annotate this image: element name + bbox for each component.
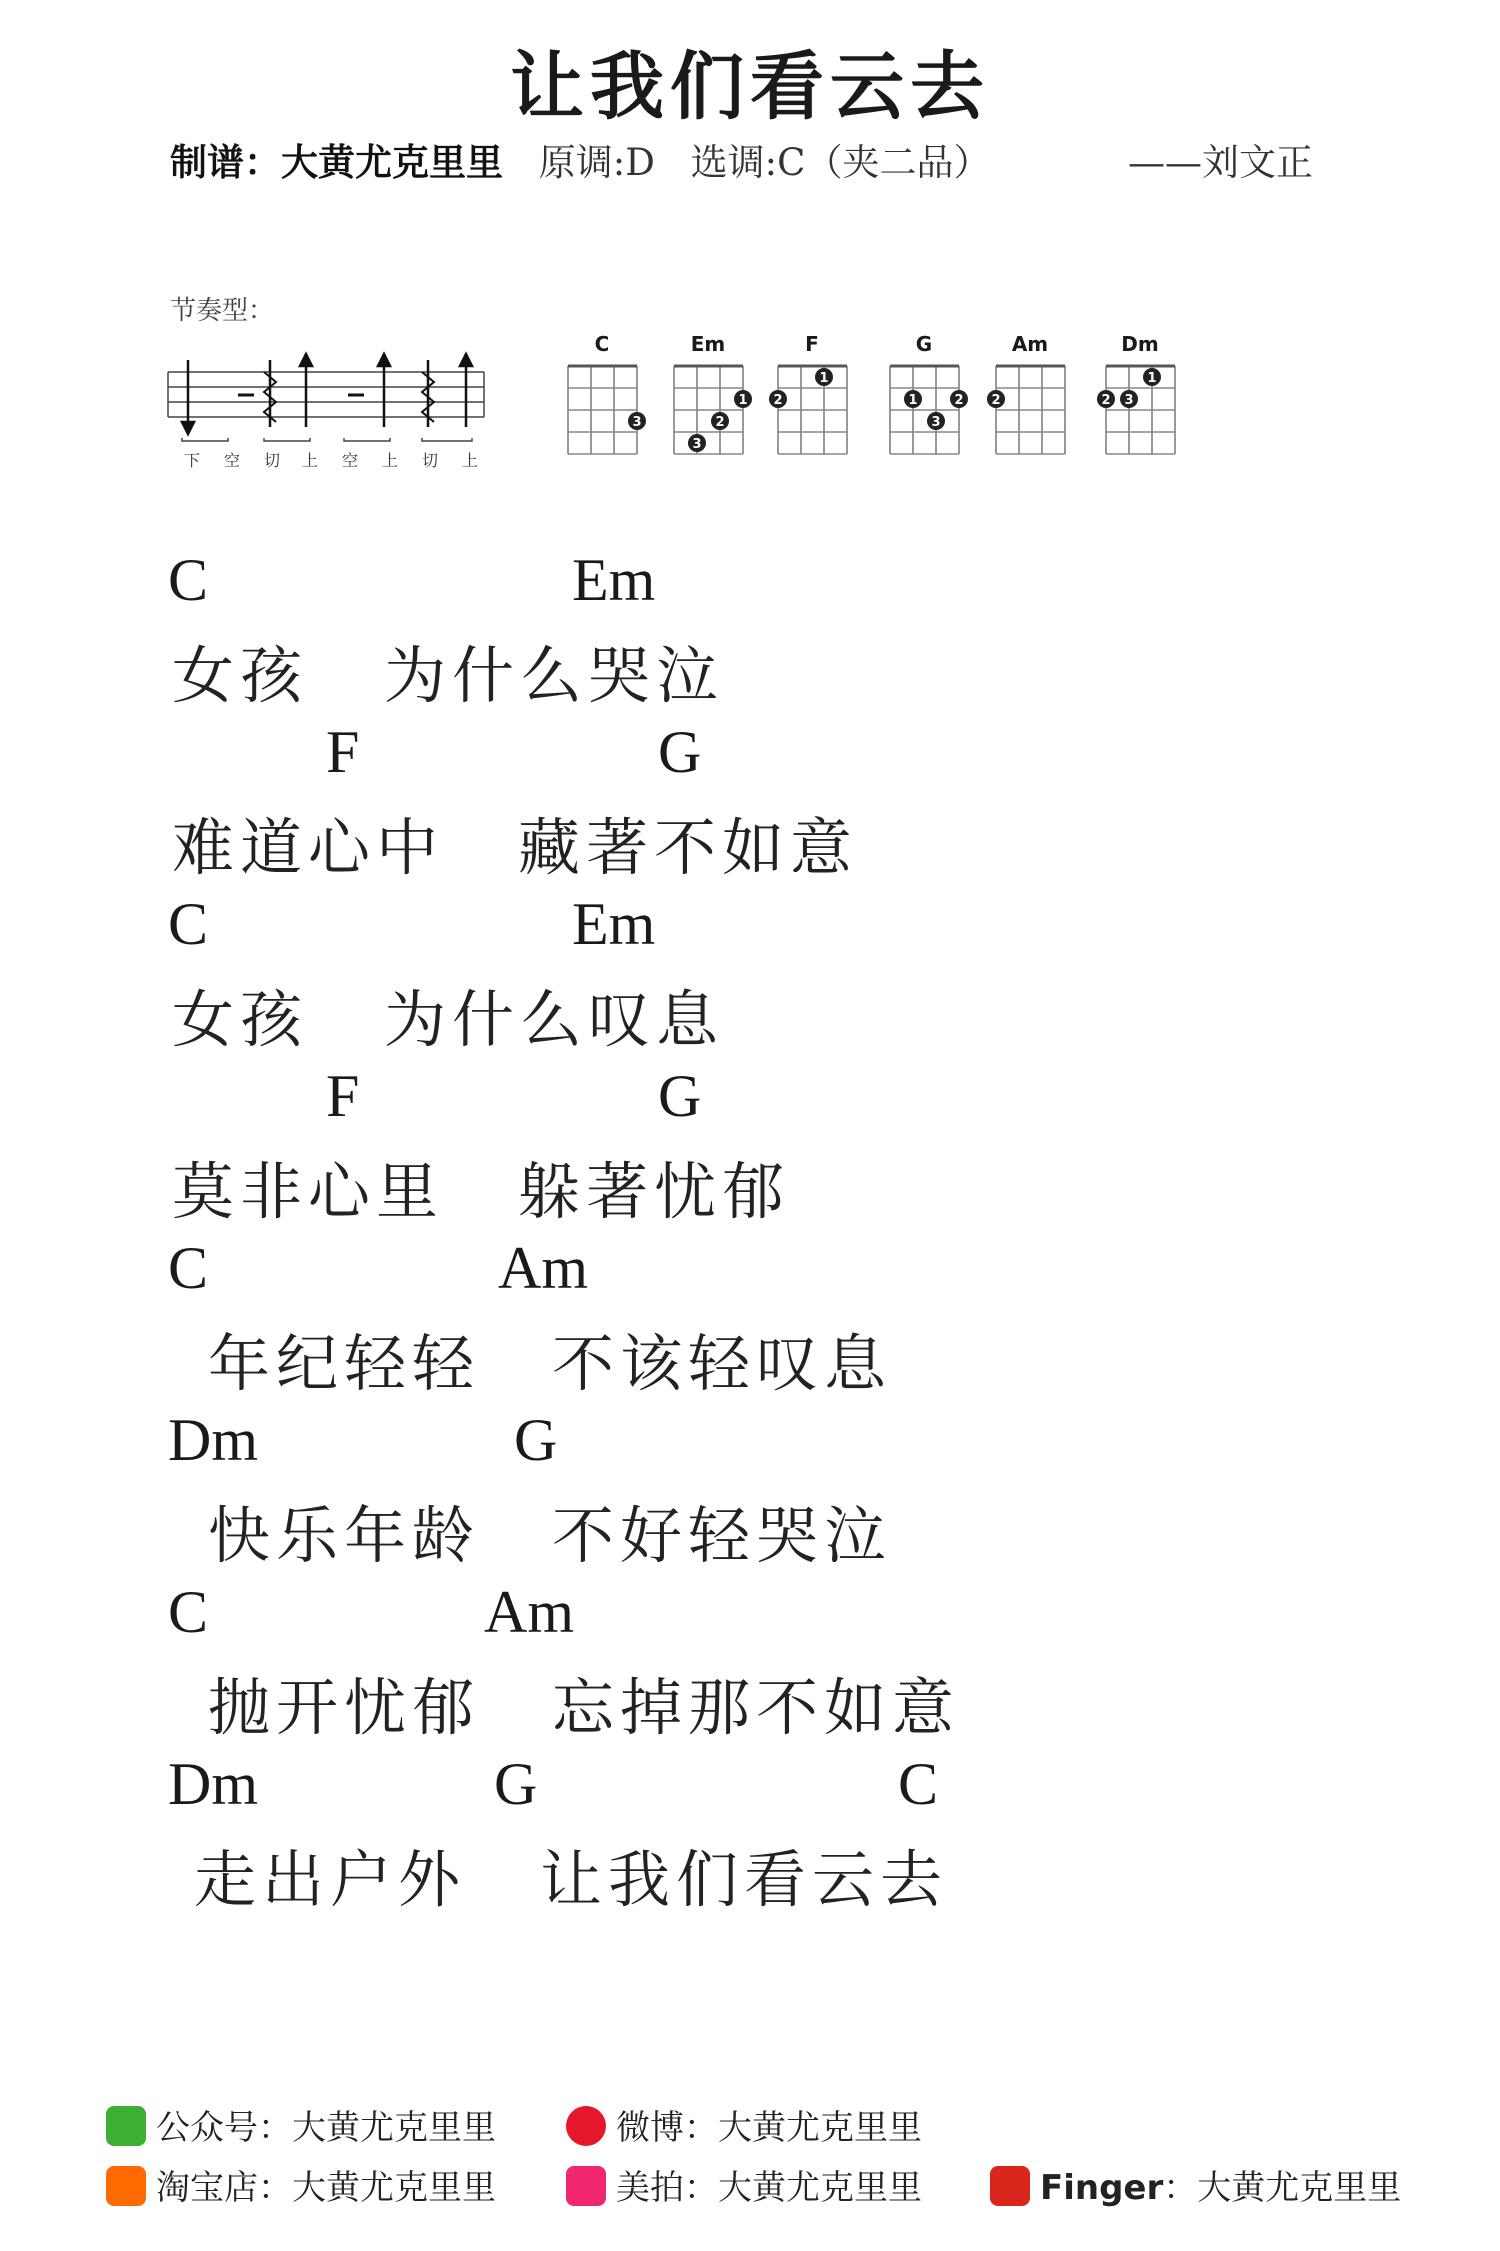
finger-text: ：大黄尤克里里 bbox=[1163, 2168, 1402, 2208]
song-title: 让我们看云去 bbox=[510, 44, 990, 130]
chord-symbol: Dm bbox=[168, 1751, 258, 1817]
chord-symbol: C bbox=[168, 1579, 209, 1645]
stroke-label: 下 bbox=[184, 451, 201, 470]
footer-finger bbox=[990, 2160, 1401, 2210]
lyric-phrase: 为什么叹息 bbox=[384, 983, 725, 1056]
chord-grid bbox=[888, 358, 968, 470]
finger-number: 2 bbox=[715, 415, 725, 430]
finger-icon bbox=[990, 2166, 1030, 2206]
chord-diagram-name: F bbox=[805, 332, 819, 356]
weibo-icon bbox=[566, 2106, 606, 2146]
chord-row bbox=[0, 546, 1500, 616]
lyric-row bbox=[0, 626, 1500, 712]
stroke-label: 空 bbox=[224, 451, 241, 470]
meta-line bbox=[170, 132, 990, 186]
lyric-row bbox=[0, 1486, 1500, 1572]
taobao-icon bbox=[106, 2166, 146, 2206]
lyric-phrase: 莫非心里 bbox=[172, 1155, 445, 1228]
finger-number: 2 bbox=[1101, 393, 1111, 408]
chord-row bbox=[0, 1406, 1500, 1476]
chord-symbol: Am bbox=[498, 1235, 588, 1301]
chord-symbol: Dm bbox=[168, 1407, 258, 1473]
stroke-label: 上 bbox=[462, 451, 479, 470]
chord-row bbox=[0, 1750, 1500, 1820]
chord-symbol: C bbox=[168, 891, 209, 957]
chord-row bbox=[0, 718, 1500, 788]
finger-number: 3 bbox=[632, 415, 642, 430]
chord-row bbox=[0, 890, 1500, 960]
lyric-phrase: 女孩 bbox=[172, 639, 309, 712]
lyric-row bbox=[0, 1830, 1500, 1916]
finger-number: 2 bbox=[954, 393, 964, 408]
maker-credit: 制谱：大黄尤克里里 bbox=[170, 140, 503, 184]
finger-number: 3 bbox=[1124, 393, 1134, 408]
rhythm-label: 节奏型： bbox=[170, 296, 275, 326]
weibo-text: 微博：大黄尤克里里 bbox=[616, 2108, 922, 2148]
finger-number: 3 bbox=[692, 437, 702, 452]
lyric-row bbox=[0, 798, 1500, 884]
lyric-phrase: 不该轻叹息 bbox=[552, 1327, 893, 1400]
wechat-icon bbox=[106, 2106, 146, 2146]
chord-symbol: C bbox=[168, 547, 209, 613]
stroke-labels bbox=[170, 448, 500, 472]
lyric-phrase: 难道心中 bbox=[172, 811, 445, 884]
lyric-phrase: 年纪轻轻 bbox=[208, 1327, 481, 1400]
lyric-phrase: 藏著不如意 bbox=[518, 811, 859, 884]
finger-number: 3 bbox=[931, 415, 941, 430]
lyric-row bbox=[0, 1142, 1500, 1228]
lyric-phrase: 走出户外 bbox=[194, 1843, 467, 1916]
original-key: 原调:D bbox=[538, 141, 655, 184]
wechat-text: 公众号：大黄尤克里里 bbox=[156, 2108, 496, 2148]
chord-row bbox=[0, 1234, 1500, 1304]
lyric-phrase: 不好轻哭泣 bbox=[552, 1499, 893, 1572]
footer-weibo bbox=[566, 2100, 922, 2150]
finger-number: 2 bbox=[991, 393, 1001, 408]
lyric-row bbox=[0, 1658, 1500, 1744]
lyric-phrase: 快乐年龄 bbox=[208, 1499, 481, 1572]
finger-number: 1 bbox=[908, 393, 918, 408]
chord-diagram-name: G bbox=[915, 332, 933, 356]
chord-grid bbox=[773, 358, 856, 470]
chord-symbol: F bbox=[326, 1063, 360, 1129]
stroke-label: 空 bbox=[342, 451, 359, 470]
chord-symbol: Em bbox=[572, 547, 656, 613]
chord-grid bbox=[991, 358, 1074, 470]
chord-grid bbox=[672, 358, 752, 470]
chord-symbol: C bbox=[168, 1235, 209, 1301]
chord-symbol: F bbox=[326, 719, 360, 785]
finger-number: 1 bbox=[738, 393, 748, 408]
chord-grid bbox=[1101, 358, 1184, 470]
lyric-phrase: 让我们看云去 bbox=[540, 1843, 949, 1916]
chord-symbol: C bbox=[898, 1751, 939, 1817]
lyric-phrase: 为什么哭泣 bbox=[384, 639, 725, 712]
stroke-label: 上 bbox=[382, 451, 399, 470]
chord-symbol: G bbox=[658, 719, 702, 785]
chord-row bbox=[0, 1062, 1500, 1132]
lyric-phrase: 女孩 bbox=[172, 983, 309, 1056]
meipai-text: 美拍：大黄尤克里里 bbox=[616, 2168, 922, 2208]
meipai-icon bbox=[566, 2166, 606, 2206]
chord-symbol: Am bbox=[484, 1579, 574, 1645]
chord-symbol: G bbox=[494, 1751, 538, 1817]
singer: ——刘文正 bbox=[1128, 141, 1313, 184]
finger-number: 1 bbox=[819, 371, 829, 386]
finger-label: Finger bbox=[1040, 2168, 1164, 2208]
lyric-phrase: 躲著忧郁 bbox=[518, 1155, 791, 1228]
chord-symbol: G bbox=[514, 1407, 558, 1473]
footer-taobao bbox=[106, 2160, 496, 2210]
chord-grid bbox=[566, 358, 646, 470]
chord-diagram-name: Dm bbox=[1121, 332, 1159, 356]
chord-row bbox=[0, 1578, 1500, 1648]
chord-diagram-name: C bbox=[594, 332, 610, 356]
lyric-phrase: 抛开忧郁 bbox=[208, 1671, 481, 1744]
lyric-row bbox=[0, 970, 1500, 1056]
stroke-label: 切 bbox=[422, 451, 439, 470]
finger-number: 2 bbox=[773, 393, 783, 408]
lyric-row bbox=[0, 1314, 1500, 1400]
chord-diagram-name: Em bbox=[690, 332, 726, 356]
chord-symbol: Em bbox=[572, 891, 656, 957]
stroke-label: 上 bbox=[302, 451, 319, 470]
rhythm-pattern bbox=[168, 352, 498, 442]
chord-symbol: G bbox=[658, 1063, 702, 1129]
chord-diagram-name: Am bbox=[1011, 332, 1049, 356]
footer-wechat bbox=[106, 2100, 496, 2150]
footer-meipai bbox=[566, 2160, 922, 2210]
stroke-label: 切 bbox=[264, 451, 281, 470]
selected-key: 选调:C（夹二品） bbox=[690, 141, 991, 184]
finger-number: 1 bbox=[1147, 371, 1157, 386]
lyric-phrase: 忘掉那不如意 bbox=[552, 1671, 961, 1744]
taobao-text: 淘宝店：大黄尤克里里 bbox=[156, 2168, 496, 2208]
